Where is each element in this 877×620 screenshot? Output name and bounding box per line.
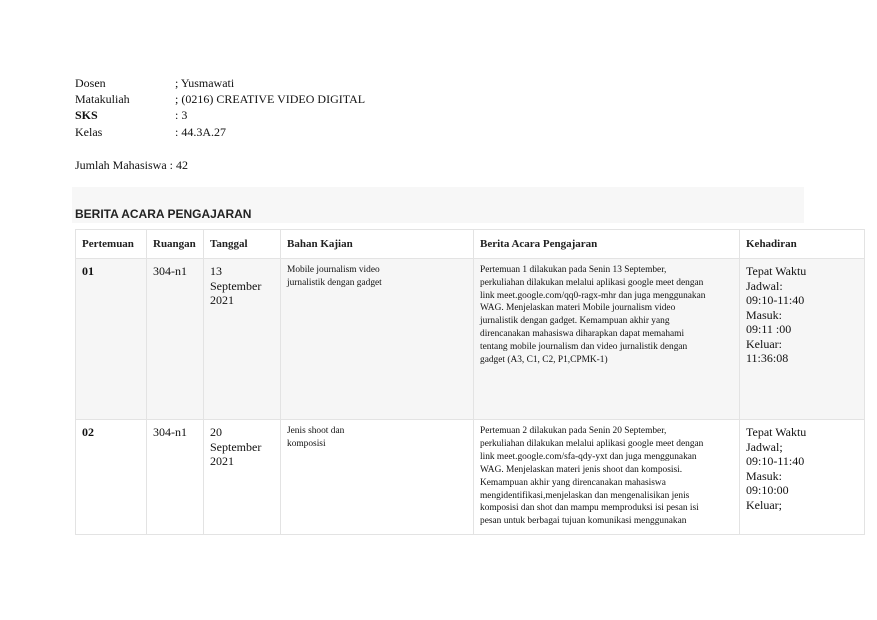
info-label: Matakuliah	[75, 92, 130, 107]
table-header-row	[76, 230, 865, 259]
cell-berita-acara: Pertemuan 2 dilakukan pada Senin 20 September, perkuliahan dilakukan melalui aplikasi google meet dengan link meet.google.com/sfa-qdy-yxt dan juga menggunakan WAG. Menjelaskan materi jenis shoot dan komposisi. Kemampuan akhir yang direncanakan mahasiswa mengidentifikasi,menjelaskan dan mengenalisikan jenis komposisi dan shot dan mampu memproduksi isi pesan isi pesan untuk berbagai tujuan komunikasi menggunakan	[474, 420, 740, 535]
info-label: Kelas	[75, 124, 103, 139]
info-label: Dosen	[75, 76, 106, 90]
info-value: ; (0216) CREATIVE VIDEO DIGITAL	[175, 92, 366, 107]
info-row-dosen	[75, 75, 365, 91]
col-header-kehadiran: Kehadiran	[740, 230, 865, 259]
col-header-bahan-kajian: Bahan Kajian	[281, 230, 474, 259]
attendance-table	[75, 229, 865, 535]
info-row-sks	[75, 107, 365, 123]
info-label: SKS	[75, 108, 98, 123]
jumlah-value: : 42	[169, 158, 188, 172]
cell-ruangan: 304-n1	[147, 420, 204, 535]
info-value: : 3	[175, 108, 188, 123]
cell-kehadiran: Tepat Waktu Jadwal: 09:10-11:40 Masuk: 09:11 :00 Keluar: 11:36:08	[740, 259, 865, 420]
jumlah-mahasiswa	[75, 157, 188, 173]
cell-berita-acara: Pertemuan 1 dilakukan pada Senin 13 September, perkuliahan dilakukan melalui aplikasi google meet dengan link meet.google.com/qq0-ragx-mhr dan juga menggunakan WAG. Menjelaskan materi Mobile journalism video jurnalistik dengan gadget. Kemampuan akhir yang direncanakan mahasiswa diharapkan dapat memahami tentang mobile journalism dan video jurnalistik dengan gadget (A3, C1, C2, P1,CPMK-1)	[474, 259, 740, 420]
col-header-berita-acara: Berita Acara Pengajaran	[474, 230, 740, 259]
cell-bahan-kajian: Mobile journalism video jurnalistik dengan gadget	[281, 259, 474, 420]
table-row	[76, 420, 865, 535]
jumlah-label: Jumlah Mahasiswa	[75, 158, 167, 172]
info-row-matakuliah	[75, 91, 365, 107]
course-info	[75, 75, 365, 140]
cell-tanggal: 20 September 2021	[204, 420, 281, 535]
table-row	[76, 259, 865, 420]
cell-kehadiran: Tepat Waktu Jadwal; 09:10-11:40 Masuk: 09:10:00 Keluar;	[740, 420, 865, 535]
cell-pertemuan: 01	[76, 259, 147, 420]
col-header-ruangan: Ruangan	[147, 230, 204, 259]
cell-ruangan: 304-n1	[147, 259, 204, 420]
cell-pertemuan: 02	[76, 420, 147, 535]
col-header-tanggal: Tanggal	[204, 230, 281, 259]
col-header-pertemuan: Pertemuan	[76, 230, 147, 259]
section-title: BERITA ACARA PENGAJARAN	[75, 207, 252, 221]
info-row-kelas	[75, 124, 365, 140]
info-value: : 44.3A.27	[175, 124, 226, 139]
cell-tanggal: 13 September 2021	[204, 259, 281, 420]
info-value: ; Yusmawati	[175, 76, 235, 90]
cell-bahan-kajian: Jenis shoot dan komposisi	[281, 420, 474, 535]
